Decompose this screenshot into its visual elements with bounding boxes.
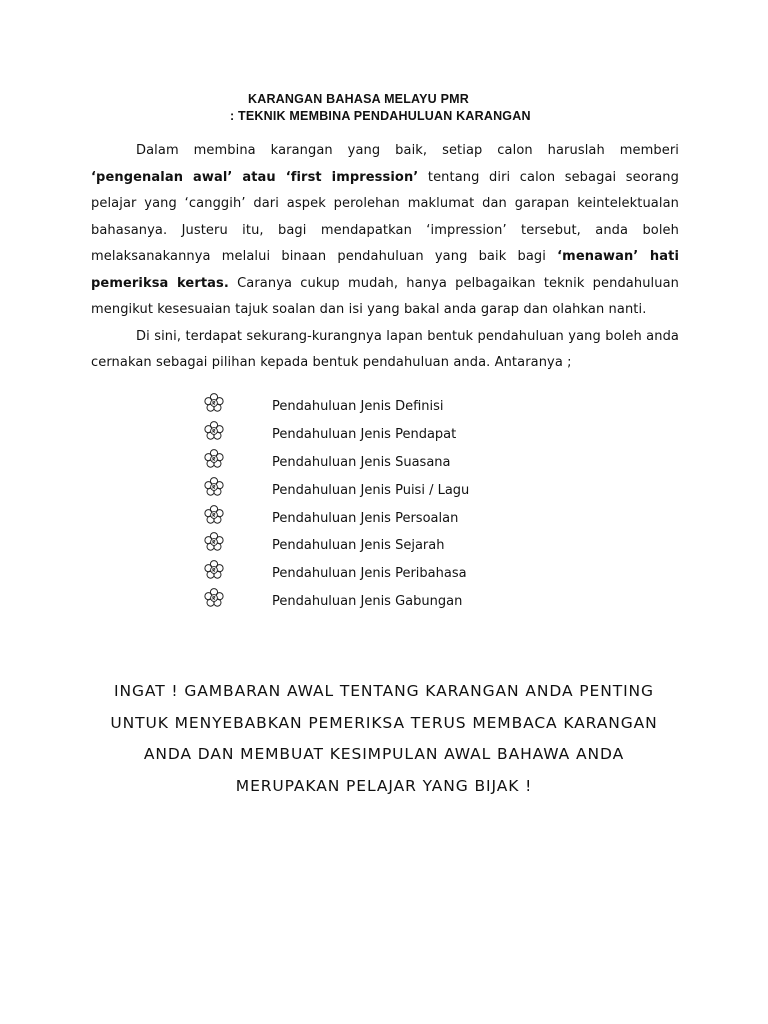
list-item-label: Pendahuluan Jenis Persoalan [272, 510, 459, 526]
list-item-label: Pendahuluan Jenis Sejarah [272, 538, 445, 554]
paragraph-intro-bold-1: ‘pengenalan awal’ atau ‘first impression’ [91, 169, 419, 185]
paragraph-intro [91, 138, 679, 324]
list-item-label: Pendahuluan Jenis Suasana [272, 454, 451, 470]
paragraph-intro-text-2: tentang diri calon sebagai seorang pelajar yang ‘canggih’ dari aspek perolehan maklumat dan garapan keintelektualan bahasanya. Justeru itu, bagi mendapatkan ‘impression’ tersebut, anda boleh melaksanakannya melalui binaan pendahuluan yang baik bagi [91, 169, 679, 264]
notice-line-4: MERUPAKAN PELAJAR YANG BIJAK ! [235, 776, 533, 795]
flower-bullet-icon [203, 448, 225, 470]
paragraph-intro-text-1: Dalam membina karangan yang baik, setiap calon haruslah memberi [136, 143, 679, 158]
flower-bullet-icon [203, 476, 225, 498]
document-subtitle: : TEKNIK MEMBINA PENDAHULUAN KARANGAN [230, 109, 531, 123]
body-text [91, 138, 679, 377]
notice-line-3: ANDA DAN MEMBUAT KESIMPULAN AWAL BAHAWA ANDA [143, 745, 625, 763]
list-item-label: Pendahuluan Jenis Gabungan [272, 594, 463, 610]
paragraph-intro-bold-2: ‘menawan’ hati pemeriksa kertas. [91, 249, 679, 291]
title-block [230, 91, 531, 125]
paragraph-intro-text-3: Caranya cukup mudah, hanya pelbagaikan teknik pendahuluan mengikut kesesuaian tajuk soalan dan isi yang bakal anda garap dan olahkan nanti. [91, 275, 679, 317]
notice-line-1: INGAT ! GAMBARAN AWAL TENTANG KARANGAN ANDA PENTING [114, 682, 654, 700]
flower-bullet-icon [203, 531, 225, 553]
flower-bullet-icon [203, 587, 225, 609]
flower-bullet-icon [203, 504, 225, 526]
flower-bullet-icon [203, 559, 225, 581]
flower-bullet-icon [203, 420, 225, 442]
flower-bullet-icon [203, 392, 225, 414]
list-item-label: Pendahuluan Jenis Pendapat [272, 426, 457, 442]
list-item-label: Pendahuluan Jenis Puisi / Lagu [272, 482, 470, 498]
document-title: KARANGAN BAHASA MELAYU PMR [248, 92, 469, 106]
list-item-label: Pendahuluan Jenis Definisi [272, 399, 444, 414]
list-item-label: Pendahuluan Jenis Peribahasa [272, 566, 467, 582]
paragraph-list-intro: Di sini, terdapat sekurang-kurangnya lapan bentuk pendahuluan yang boleh anda cernakan sebagai pilihan kepada bentuk pendahuluan anda. Antaranya ; [91, 328, 679, 370]
reminder-notice [84, 676, 684, 802]
notice-line-2: UNTUK MENYEBABKAN PEMERIKSA TERUS MEMBACA KARANGAN [110, 713, 658, 732]
